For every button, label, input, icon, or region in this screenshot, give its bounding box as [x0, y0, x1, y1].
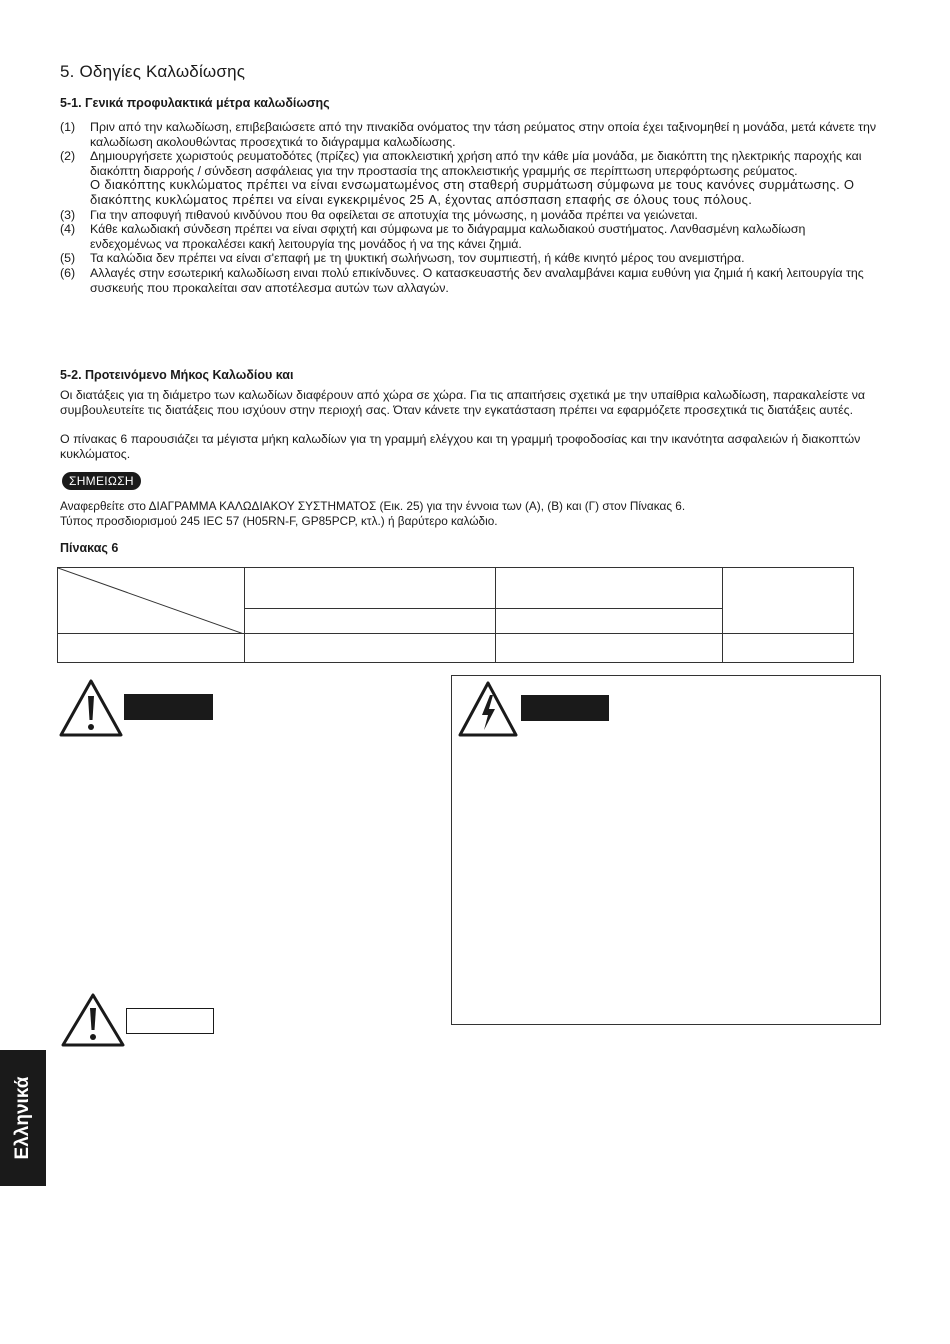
list-item: [60, 222, 880, 251]
list-item-number: (4): [60, 222, 76, 237]
table-subheader-cell: [244, 609, 495, 634]
table-cell: [58, 634, 245, 663]
language-label: Ελληνικά: [12, 1076, 33, 1160]
warning-label: [124, 694, 213, 720]
language-side-tab: [0, 1050, 46, 1186]
caution-label: [126, 1008, 214, 1034]
note-line: Αναφερθείτε στο ΔΙΑΓΡΑΜΜΑ ΚΑΛΩΔΙΑΚΟΥ ΣΥΣΤΗΜΑΤΟΣ (Εικ. 25) για την έννοια των (A), (B) και (Γ) στον Πίνακας 6.: [60, 499, 686, 513]
list-item: [60, 208, 880, 223]
list-item-text: Πριν από την καλωδίωση, επιβεβαιώσετε από την πινακίδα ονόματος την τάση ρεύματος στην οποία έχει ταξινομηθεί η μονάδα, μετά κάνετε την καλωδίωση ακολουθώντας προσεχτικά το διάγραμμα καλωδίωσης.: [90, 120, 877, 149]
list-item-text: Κάθε καλωδιακή σύνδεση πρέπει να είναι σφιχτή και σύμφωνα με το διάγραμμα καλωδιακού συστήματος. Λανθασμένη καλωδίωση ενδεχομένως να προκαλέσει κακή λειτουργία της μονάδος ή να της κάνει ζημιά.: [90, 222, 806, 251]
list-item-number: (2): [60, 149, 76, 164]
list-item-body: [90, 149, 880, 207]
danger-label: [521, 695, 609, 721]
table-header-cell: [244, 568, 495, 609]
list-item-text: Τα καλώδια δεν πρέπει να είναι σ'επαφή με τη ψυκτική σωλήνωση, τον συμπιεστή, ή κάθε κινητό μέρος του ανεμιστήρα.: [90, 251, 745, 266]
section-title: 5. Οδηγίες Καλωδίωσης: [60, 62, 246, 81]
table-cell: [723, 634, 854, 663]
list-item-number: (5): [60, 251, 76, 266]
table-intro-paragraph: Ο πίνακας 6 παρουσιάζει τα μέγιστα μήκη καλωδίων για τη γραμμή ελέγχου και τη γραμμή τροφοδοσίας και την ικανότητα ασφαλειών ή διακοπτών κυκλώματος.: [60, 432, 861, 461]
note-badge: ΣΗΜΕΙΩΣΗ: [62, 472, 141, 490]
note-text: [60, 499, 880, 528]
table-subheader-cell: [495, 609, 722, 634]
list-item-extra: Ο διακόπτης κυκλώματος πρέπει να είναι ενσωματωμένος στη σταθερή συρμάτωση σύμφωνα με τους κανόνες συρμάτωσης. Ο διακόπτης κυκλώματος πρέπει να είναι εγκεκριμένος 25 A, έχοντας απόσπαση επαφής σε όλους τους πόλους.: [90, 177, 855, 207]
list-item: [60, 149, 880, 207]
cable-length-table: [57, 567, 854, 663]
subsection-title-5-2: 5-2. Προτεινόμενο Μήκος Καλωδίου και: [60, 368, 294, 382]
regulations-paragraph: Οι διατάξεις για τη διάμετρο των καλωδίων διαφέρουν από χώρα σε χώρα. Για τις απαιτήσεις σχετικά με την υπαίθρια καλωδίωση, παρακαλείστε να συμβουλευτείτε τις διατάξεις που ισχύουν στην περιοχή σας. Όταν κάνετε την εγκατάσταση πρέπει να εφαρμόζετε προσεχτικά τις διατάξεις αυτές.: [60, 388, 866, 417]
list-item: [60, 251, 880, 266]
electric-shock-icon: [457, 680, 519, 738]
diagonal-line: [58, 568, 244, 634]
warning-triangle-icon: [58, 678, 124, 738]
table-title: Πίνακας 6: [60, 541, 119, 555]
list-item-text: Δημιουργήσετε χωριστούς ρευματοδότες (πρίζες) για αποκλειστική χρήση από την κάθε μία μονάδα, με διακόπτη της ηλεκτρικής παροχής και διακόπτη διαρροής / σύνδεση ασφάλειας για την προστασία της αποκλειστικής γραμμής σε περίπτωση υπερφόρτωσης ρεύματος.: [90, 149, 862, 178]
table-header-cell: [495, 568, 722, 609]
table-header-cell: [723, 568, 854, 634]
list-item-text: Αλλαγές στην εσωτερική καλωδίωση ειναι πολύ επικίνδυνες. Ο κατασκευαστής δεν αναλαμβάνει καμια ευθύνη για ζημιά ή κακή λειτουργία της συσκευής που προκαλείται σαν αποτέλεσμα αυτών των αλλαγών.: [90, 265, 864, 295]
list-item: [60, 266, 880, 295]
list-item: [60, 120, 880, 149]
list-item-number: (6): [60, 265, 76, 280]
note-line: Τύπος προσδιορισμού 245 IEC 57 (H05RN-F, GP85PCP, κτλ.) ή βαρύτερο καλώδιο.: [60, 513, 498, 528]
table-cell: [244, 634, 495, 663]
caution-triangle-icon: [60, 992, 126, 1048]
list-item-number: (1): [60, 120, 76, 134]
precautions-list: [60, 120, 880, 295]
table-cell: [495, 634, 722, 663]
table-corner-cell: [58, 568, 245, 634]
list-item-text: Για την αποφυγή πιθανού κινδύνου που θα οφείλεται σε αποτυχία της μόνωσης, η μονάδα πρέπει να γειώνεται.: [90, 207, 698, 222]
list-item-number: (3): [60, 207, 76, 222]
subsection-title-5-1: 5-1. Γενικά προφυλακτικά μέτρα καλωδίωσης: [60, 96, 330, 110]
